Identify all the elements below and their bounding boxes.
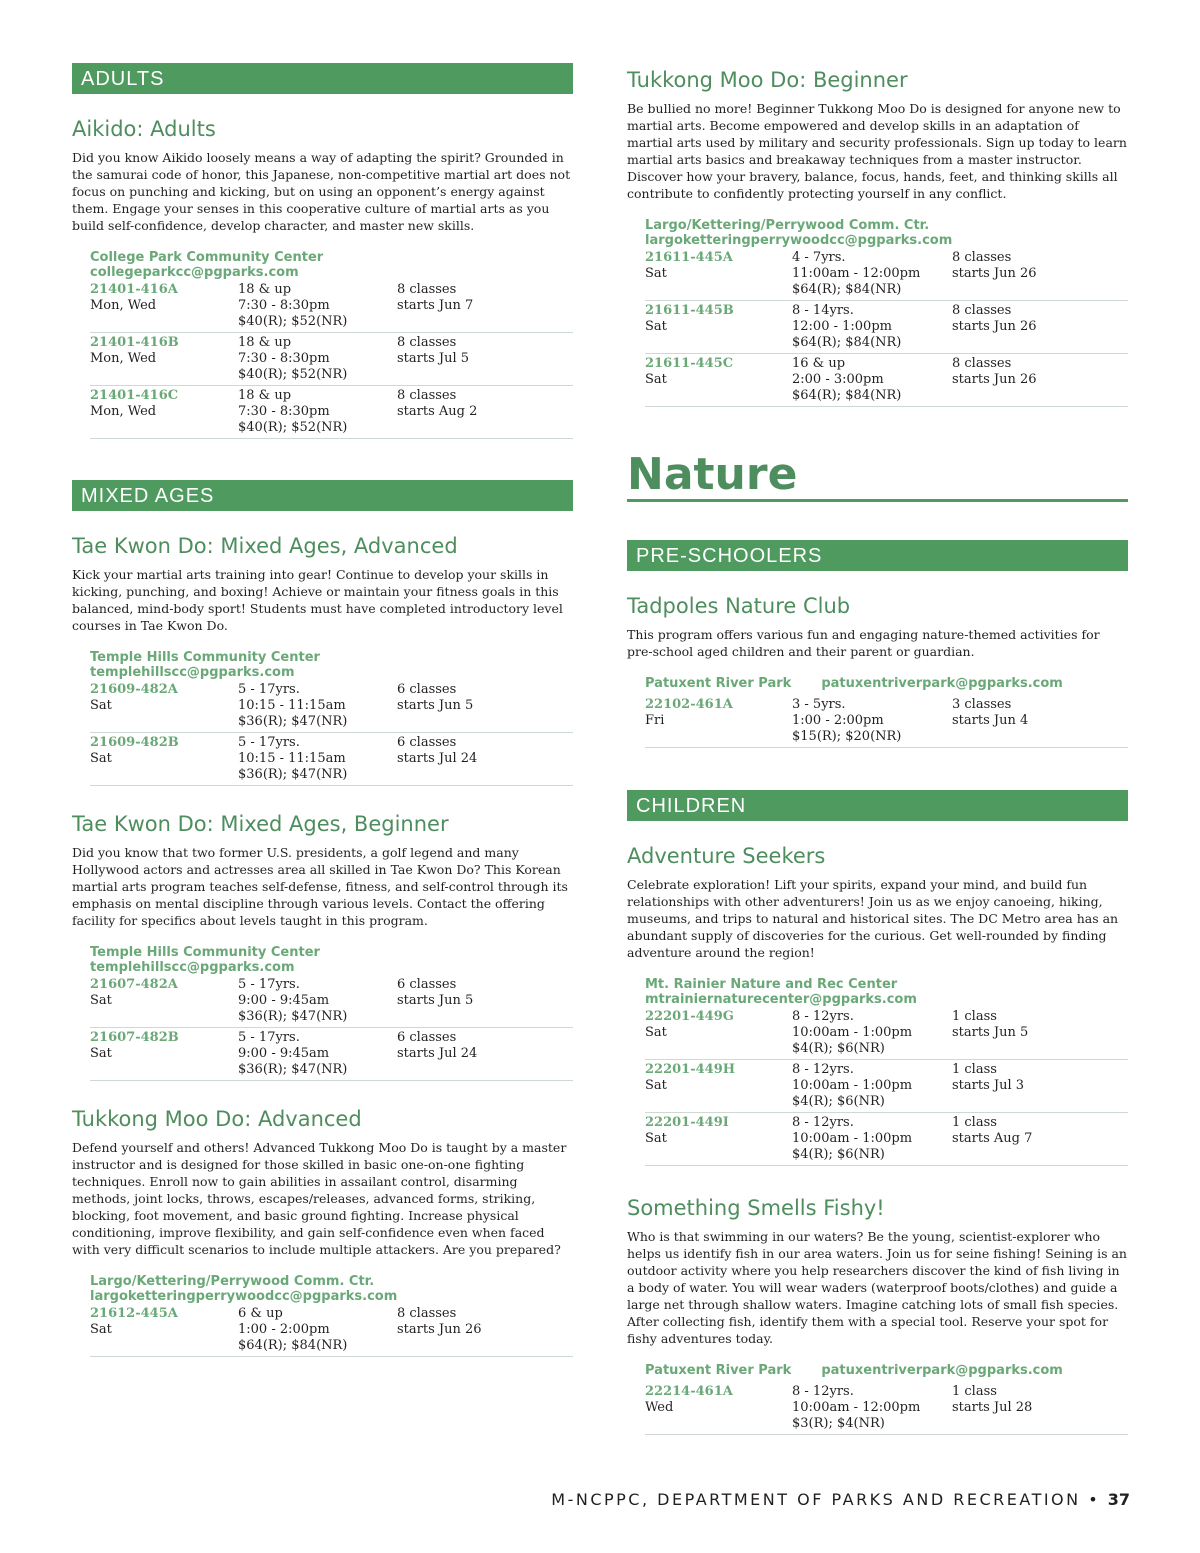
course-fee: $40(R); $52(NR) (238, 420, 348, 435)
offering-row (90, 333, 573, 386)
offering-row (645, 1007, 1128, 1060)
facility-email[interactable]: patuxentriverpark@pgparks.com (821, 1363, 1063, 1378)
offering-age-time-fee (238, 735, 388, 783)
offering-id-day (645, 697, 785, 729)
facility-info (645, 977, 1128, 1007)
course-age: 4 - 7yrs. (792, 250, 846, 265)
course-days: Sat (90, 1322, 112, 1337)
course-class-count: 8 classes (952, 356, 1012, 371)
course-start-date: starts Jun 26 (952, 319, 1037, 334)
course-start-date: starts Jul 24 (397, 1046, 478, 1061)
offering-age-time-fee (792, 1115, 942, 1163)
course-days: Mon, Wed (90, 404, 157, 419)
course-days: Sat (645, 372, 667, 387)
course-code: 22201-449G (645, 1009, 734, 1024)
course-code: 21611-445A (645, 250, 733, 265)
nature-heading: Nature (627, 453, 1128, 502)
offering-id-day (90, 1306, 230, 1338)
course-fee: $40(R); $52(NR) (238, 314, 348, 329)
course-title: Adventure Seekers (627, 844, 826, 868)
offering-age-time-fee (792, 697, 942, 745)
course-description: Who is that swimming in our waters? Be the young, scientist-explorer who helps us identify fish in our area waters. Join us for seine fishing! Seining is an outdoor activity where you help researchers discover the kind of fish living in a body of water. You will wear waders (waterproof boots/clothes) and guide a large net through shallow waters. Imagine catching lots of small fish species. After collecting fish, identify them with a special tool. Reserve your spot for fishy adventures today. (627, 1229, 1127, 1346)
course-class-count: 1 class (952, 1384, 997, 1399)
facility-email[interactable]: collegeparkcc@pgparks.com (90, 265, 299, 280)
facility-info (90, 250, 573, 280)
offerings-list (627, 1382, 1128, 1435)
course-code: 21401-416B (90, 335, 179, 350)
course-code: 21401-416A (90, 282, 178, 297)
offering-id-day (645, 1384, 785, 1416)
course-age: 5 - 17yrs. (238, 1030, 300, 1045)
offering-schedule (952, 1062, 1122, 1094)
facility-email[interactable]: patuxentriverpark@pgparks.com (821, 676, 1063, 691)
course-code: 21401-416C (90, 388, 179, 403)
course-tkd-advanced (72, 532, 573, 786)
facility-email[interactable]: templehillscc@pgparks.com (90, 960, 295, 975)
course-days: Sat (645, 1078, 667, 1093)
offering-id-day (90, 335, 230, 367)
course-description: Celebrate exploration! Lift your spirits, expand your mind, and build fun relationships with other adventurers! Join us as we enjoy canoeing, hiking, museums, and trips to natural and historical sites. The DC Metro area has an abundant supply of discoveries for the curious. Get well-rounded by finding adventure around the region! (627, 877, 1119, 960)
section-banner-children: CHILDREN (627, 790, 1128, 821)
course-days: Sat (645, 1131, 667, 1146)
facility-info (90, 945, 573, 975)
course-time: 10:15 - 11:15am (238, 751, 346, 766)
offering-age-time-fee (238, 335, 388, 383)
course-start-date: starts Jul 24 (397, 751, 478, 766)
course-description: Did you know Aikido loosely means a way of adapting the spirit? Grounded in the samurai code of honor, this Japanese, non-competitive martial art does not focus on punching and kicking, but on using an opponent’s energy against them. Engage your senses in this cooperative culture of martial arts as you build self-confidence, develop character, and master new skills. (72, 150, 571, 233)
course-days: Sat (645, 266, 667, 281)
course-start-date: starts Jun 26 (952, 372, 1037, 387)
offerings-list (72, 975, 573, 1081)
course-fee: $4(R); $6(NR) (792, 1094, 885, 1109)
course-code: 21612-445A (90, 1306, 178, 1321)
course-class-count: 6 classes (397, 735, 457, 750)
left-column (72, 63, 573, 1357)
facility-email[interactable]: largoketteringperrywoodcc@pgparks.com (90, 1289, 398, 1304)
offering-row (90, 733, 573, 786)
course-start-date: starts Jun 7 (397, 298, 474, 313)
offering-id-day (90, 735, 230, 767)
course-tmd-beginner (627, 66, 1128, 407)
course-start-date: starts Aug 2 (397, 404, 478, 419)
offering-schedule (952, 250, 1122, 282)
course-start-date: starts Jun 5 (397, 698, 474, 713)
course-time: 10:00am - 12:00pm (792, 1400, 921, 1415)
facility-info (90, 650, 573, 680)
course-description: Did you know that two former U.S. presidents, a golf legend and many Hollywood actors and actresses area all skilled in Tae Kwon Do? This Korean martial arts program teaches self-defense, fitness, and self-control through its emphasis on mental discipline through various levels. Contact the offering facility for specifics about levels taught in this program. (72, 845, 568, 928)
course-start-date: starts Aug 7 (952, 1131, 1033, 1146)
course-start-date: starts Jul 5 (397, 351, 470, 366)
offerings-list (72, 1304, 573, 1357)
course-age: 5 - 17yrs. (238, 735, 300, 750)
course-title: Tae Kwon Do: Mixed Ages, Beginner (72, 812, 449, 836)
offering-row (645, 301, 1128, 354)
section-banner-preschoolers: PRE-SCHOOLERS (627, 540, 1128, 571)
course-age: 6 & up (238, 1306, 283, 1321)
offerings-list (627, 695, 1128, 748)
course-title: Tukkong Moo Do: Advanced (72, 1107, 362, 1131)
facility-name: Temple Hills Community Center (90, 945, 320, 960)
facility-email[interactable]: templehillscc@pgparks.com (90, 665, 295, 680)
course-days: Sat (90, 1046, 112, 1061)
course-age: 8 - 14yrs. (792, 303, 854, 318)
course-age: 18 & up (238, 388, 292, 403)
course-description: Kick your martial arts training into gear! Continue to develop your skills in kicking, punching, and boxing! Achieve or maintain your fitness goals in this balanced, mind-body sport! Students must have completed introductory level courses in Tae Kwon Do. (72, 567, 563, 633)
offering-row (90, 280, 573, 333)
course-code: 21609-482B (90, 735, 179, 750)
offering-age-time-fee (792, 303, 942, 351)
facility-info (645, 218, 1128, 248)
course-age: 5 - 17yrs. (238, 682, 300, 697)
course-fee: $40(R); $52(NR) (238, 367, 348, 382)
course-description: Be bullied no more! Beginner Tukkong Moo Do is designed for anyone new to martial arts. Become empowered and develop skills in an adaptation of martial arts used by military and security professionals. Sign up today to learn martial arts basics and breakaway techniques from a master instructor. Discover how your bravery, balance, focus, hands, feet, and thinking skills all contribute to confidently protecting yourself in any conflict. (627, 101, 1127, 201)
offering-row (645, 1060, 1128, 1113)
course-time: 11:00am - 12:00pm (792, 266, 921, 281)
course-time: 10:00am - 1:00pm (792, 1078, 913, 1093)
course-fee: $36(R); $47(NR) (238, 714, 348, 729)
course-fee: $3(R); $4(NR) (792, 1416, 885, 1431)
course-title: Tukkong Moo Do: Beginner (627, 68, 908, 92)
course-class-count: 6 classes (397, 682, 457, 697)
facility-info (645, 1363, 1128, 1378)
facility-info (645, 676, 1128, 691)
offering-age-time-fee (792, 356, 942, 404)
offerings-list (72, 280, 573, 439)
course-days: Fri (645, 713, 665, 728)
course-code: 22201-449I (645, 1115, 729, 1130)
course-class-count: 8 classes (952, 250, 1012, 265)
course-time: 7:30 - 8:30pm (238, 404, 330, 419)
offerings-list (72, 680, 573, 786)
offering-schedule (397, 1306, 567, 1338)
course-time: 7:30 - 8:30pm (238, 298, 330, 313)
offering-row (645, 1382, 1128, 1435)
offering-schedule (397, 335, 567, 367)
course-class-count: 8 classes (397, 335, 457, 350)
course-fee: $64(R); $84(NR) (238, 1338, 348, 1353)
section-banner-mixed-ages: MIXED AGES (72, 480, 573, 511)
offering-age-time-fee (238, 282, 388, 330)
course-start-date: starts Jul 28 (952, 1400, 1033, 1415)
offering-schedule (952, 697, 1122, 729)
offering-schedule (952, 303, 1122, 335)
course-fee: $36(R); $47(NR) (238, 1009, 348, 1024)
course-aikido-adults (72, 115, 573, 439)
offerings-list (627, 1007, 1128, 1166)
offering-schedule (397, 1030, 567, 1062)
course-tmd-advanced (72, 1105, 573, 1357)
course-code: 21609-482A (90, 682, 178, 697)
course-start-date: starts Jun 5 (397, 993, 474, 1008)
offering-row (90, 975, 573, 1028)
offering-id-day (90, 977, 230, 1009)
course-fee: $64(R); $84(NR) (792, 282, 902, 297)
course-fee: $36(R); $47(NR) (238, 1062, 348, 1077)
course-class-count: 8 classes (397, 1306, 457, 1321)
course-days: Sat (90, 751, 112, 766)
course-class-count: 6 classes (397, 1030, 457, 1045)
course-class-count: 8 classes (397, 388, 457, 403)
offerings-list (627, 248, 1128, 407)
offering-age-time-fee (238, 682, 388, 730)
facility-info (90, 1274, 573, 1304)
offering-id-day (90, 1030, 230, 1062)
course-fee: $15(R); $20(NR) (792, 729, 902, 744)
course-title: Aikido: Adults (72, 117, 216, 141)
course-adventure-seekers (627, 842, 1128, 1166)
offering-id-day (645, 1062, 785, 1094)
offering-id-day (90, 282, 230, 314)
course-age: 3 - 5yrs. (792, 697, 846, 712)
course-time: 1:00 - 2:00pm (238, 1322, 330, 1337)
facility-email[interactable]: largoketteringperrywoodcc@pgparks.com (645, 233, 953, 248)
course-title: Tae Kwon Do: Mixed Ages, Advanced (72, 534, 458, 558)
facility-name: Patuxent River Park (645, 676, 792, 691)
course-fee: $4(R); $6(NR) (792, 1147, 885, 1162)
course-code: 22214-461A (645, 1384, 733, 1399)
page-footer (551, 1490, 1130, 1509)
course-class-count: 1 class (952, 1115, 997, 1130)
offering-schedule (397, 388, 567, 420)
course-age: 18 & up (238, 282, 292, 297)
course-code: 22201-449H (645, 1062, 736, 1077)
course-age: 8 - 12yrs. (792, 1009, 854, 1024)
course-time: 9:00 - 9:45am (238, 1046, 330, 1061)
course-time: 1:00 - 2:00pm (792, 713, 884, 728)
right-column (627, 66, 1128, 1435)
course-class-count: 8 classes (952, 303, 1012, 318)
offering-row (645, 248, 1128, 301)
offering-row (90, 386, 573, 439)
course-code: 21611-445B (645, 303, 734, 318)
facility-email[interactable]: mtrainiernaturecenter@pgparks.com (645, 992, 917, 1007)
course-time: 10:15 - 11:15am (238, 698, 346, 713)
course-title: Tadpoles Nature Club (627, 594, 851, 618)
offering-age-time-fee (792, 1009, 942, 1057)
offering-age-time-fee (792, 1384, 942, 1432)
offering-age-time-fee (792, 250, 942, 298)
offering-schedule (952, 1115, 1122, 1147)
course-class-count: 1 class (952, 1009, 997, 1024)
offering-row (645, 695, 1128, 748)
offering-row (90, 1304, 573, 1357)
course-time: 9:00 - 9:45am (238, 993, 330, 1008)
offering-age-time-fee (238, 388, 388, 436)
course-days: Wed (645, 1400, 674, 1415)
course-days: Sat (90, 993, 112, 1008)
course-class-count: 8 classes (397, 282, 457, 297)
course-time: 10:00am - 1:00pm (792, 1025, 913, 1040)
course-age: 8 - 12yrs. (792, 1384, 854, 1399)
course-days: Mon, Wed (90, 298, 157, 313)
offering-age-time-fee (792, 1062, 942, 1110)
course-start-date: starts Jun 5 (952, 1025, 1029, 1040)
offering-schedule (952, 1009, 1122, 1041)
facility-name: College Park Community Center (90, 250, 324, 265)
offering-age-time-fee (238, 977, 388, 1025)
course-time: 10:00am - 1:00pm (792, 1131, 913, 1146)
course-fee: $64(R); $84(NR) (792, 388, 902, 403)
course-class-count: 6 classes (397, 977, 457, 992)
offering-row (90, 1028, 573, 1081)
course-days: Sat (90, 698, 112, 713)
course-days: Sat (645, 1025, 667, 1040)
course-code: 21607-482B (90, 1030, 179, 1045)
course-description: This program offers various fun and engaging nature-themed activities for pre-school aged children and their parent or guardian. (627, 627, 1100, 659)
offering-id-day (645, 250, 785, 282)
offering-schedule (397, 282, 567, 314)
course-tkd-beginner (72, 810, 573, 1081)
course-start-date: starts Jul 3 (952, 1078, 1025, 1093)
offering-row (90, 680, 573, 733)
facility-name: Largo/Kettering/Perrywood Comm. Ctr. (90, 1274, 375, 1289)
course-tadpoles (627, 592, 1128, 748)
course-age: 8 - 12yrs. (792, 1062, 854, 1077)
offering-age-time-fee (238, 1306, 388, 1354)
course-age: 18 & up (238, 335, 292, 350)
facility-name: Temple Hills Community Center (90, 650, 320, 665)
course-fee: $64(R); $84(NR) (792, 335, 902, 350)
offering-id-day (645, 1009, 785, 1041)
offering-schedule (397, 977, 567, 1009)
course-title: Something Smells Fishy! (627, 1196, 885, 1220)
offering-id-day (645, 303, 785, 335)
course-age: 8 - 12yrs. (792, 1115, 854, 1130)
course-class-count: 1 class (952, 1062, 997, 1077)
course-start-date: starts Jun 26 (397, 1322, 482, 1337)
offering-schedule (952, 1384, 1122, 1416)
offering-schedule (397, 735, 567, 767)
section-banner-adults: ADULTS (72, 63, 573, 94)
facility-name: Mt. Rainier Nature and Rec Center (645, 977, 898, 992)
offering-row (645, 1113, 1128, 1166)
offering-row (645, 354, 1128, 407)
offering-id-day (90, 682, 230, 714)
facility-name: Patuxent River Park (645, 1363, 792, 1378)
offering-schedule (952, 356, 1122, 388)
course-code: 21607-482A (90, 977, 178, 992)
course-time: 7:30 - 8:30pm (238, 351, 330, 366)
offering-schedule (397, 682, 567, 714)
offering-id-day (645, 356, 785, 388)
course-time: 12:00 - 1:00pm (792, 319, 892, 334)
course-age: 16 & up (792, 356, 846, 371)
course-days: Sat (645, 319, 667, 334)
offering-id-day (90, 388, 230, 420)
footer-org: M-NCPPC, DEPARTMENT OF PARKS AND RECREATION • (551, 1490, 1101, 1509)
facility-name: Largo/Kettering/Perrywood Comm. Ctr. (645, 218, 930, 233)
course-description: Defend yourself and others! Advanced Tukkong Moo Do is taught by a master instructor and is designed for those skilled in basic one-on-one fighting techniques. Enroll now to gain abilities in assailant control, disarming methods, joint locks, throws, escapes/releases, advanced forms, striking, blocking, foot movement, and basic ground fighting. Increase physical conditioning, improve flexibility, and gain self-confidence even when faced with very difficult scenarios to include multiple attackers. Are you prepared? (72, 1140, 567, 1257)
course-fee: $4(R); $6(NR) (792, 1041, 885, 1056)
course-code: 21611-445C (645, 356, 734, 371)
course-class-count: 3 classes (952, 697, 1012, 712)
course-fee: $36(R); $47(NR) (238, 767, 348, 782)
course-time: 2:00 - 3:00pm (792, 372, 884, 387)
course-start-date: starts Jun 4 (952, 713, 1029, 728)
offering-id-day (645, 1115, 785, 1147)
offering-age-time-fee (238, 1030, 388, 1078)
course-age: 5 - 17yrs. (238, 977, 300, 992)
course-start-date: starts Jun 26 (952, 266, 1037, 281)
course-days: Mon, Wed (90, 351, 157, 366)
course-something-smells-fishy (627, 1194, 1128, 1435)
course-code: 22102-461A (645, 697, 733, 712)
page-number: 37 (1107, 1490, 1130, 1509)
